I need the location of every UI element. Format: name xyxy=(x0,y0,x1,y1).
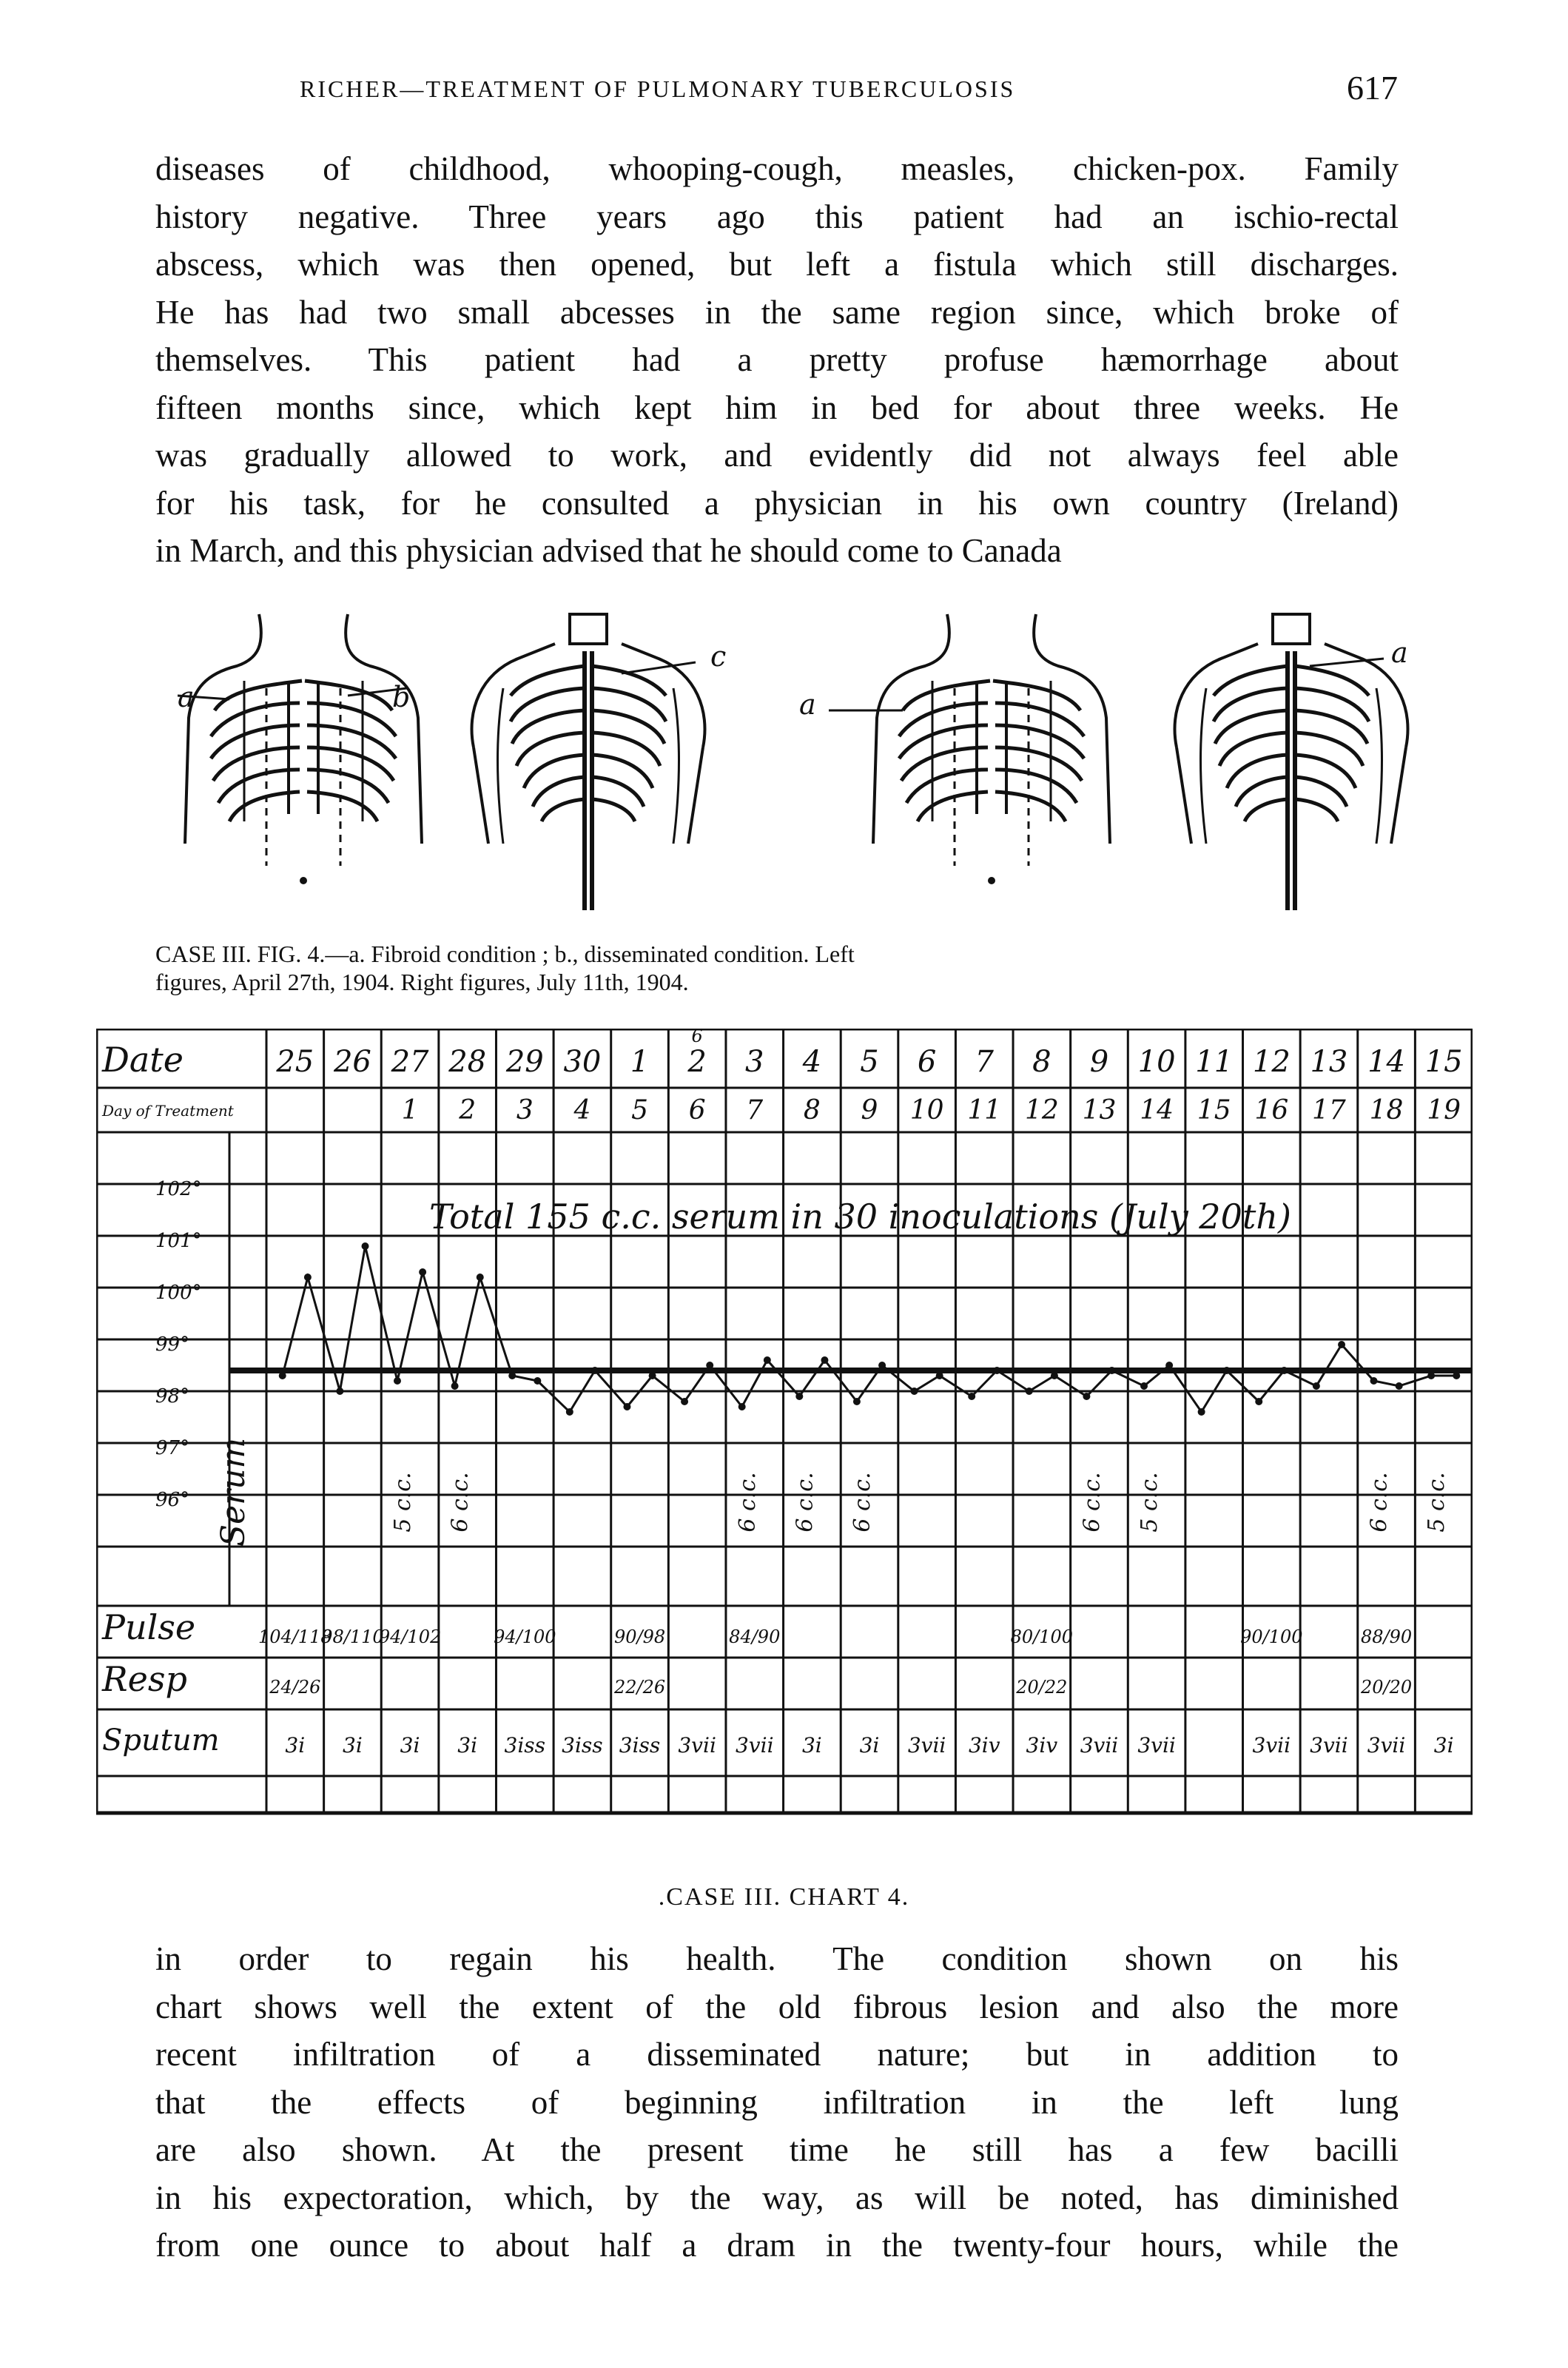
day-cell: 8 xyxy=(803,1095,821,1126)
day-cell: 11 xyxy=(967,1095,1002,1126)
serum-dose: 5 c.c. xyxy=(390,1472,417,1533)
temperature-point xyxy=(936,1372,943,1379)
figure-label-a-far-right: a xyxy=(1391,636,1408,669)
temp-label-98: 98° xyxy=(155,1385,190,1407)
figure-caption-line: figures, April 27th, 1904. Right figures, July 11th, 1904. xyxy=(155,969,689,995)
serum-dose: 5 c.c. xyxy=(1424,1472,1450,1533)
sputum-cell: 3i xyxy=(859,1733,880,1758)
date-cell: 29 xyxy=(505,1045,544,1079)
temperature-point xyxy=(279,1372,286,1379)
chart-row-labels xyxy=(101,1040,1291,1758)
text-line: diseases of childhood, whooping-cough, measles, chicken-pox. Family xyxy=(155,150,1399,187)
sputum-row-label: Sputum xyxy=(102,1723,220,1758)
sputum-cell: 3iss xyxy=(504,1733,546,1758)
temperature-point xyxy=(795,1393,803,1400)
day-cell: 5 xyxy=(631,1095,648,1126)
figure-label-a-right: a xyxy=(799,688,816,721)
temperature-point xyxy=(362,1242,369,1250)
day-row-label: Day of Treatment xyxy=(102,1102,234,1120)
page-number: 617 xyxy=(1347,69,1398,107)
text-line: from one ounce to about half a dram in the twenty-four hours, while the xyxy=(155,2227,1399,2264)
figure-label-b: b xyxy=(392,681,411,713)
temperature-point xyxy=(1198,1408,1205,1416)
temperature-point xyxy=(1255,1398,1262,1405)
sputum-cell: 3i xyxy=(400,1733,420,1758)
temp-label-96: 96° xyxy=(155,1489,190,1511)
day-cell: 17 xyxy=(1312,1095,1346,1126)
temp-label-97: 97° xyxy=(155,1437,190,1459)
sputum-cell: 3vii xyxy=(1310,1733,1348,1758)
figure-4-illustrations xyxy=(178,599,1458,940)
text-line: in his expectoration, which, by the way, as will be noted, has diminished xyxy=(155,2179,1399,2216)
day-cell: 18 xyxy=(1369,1095,1404,1126)
temperature-point xyxy=(451,1382,459,1390)
date-cell: 26 xyxy=(333,1045,371,1079)
sputum-cell: 3vii xyxy=(678,1733,716,1758)
temperature-plot xyxy=(229,1242,1473,1416)
temperature-chart xyxy=(96,1029,1473,1857)
chart-caption: .CASE III. CHART 4. xyxy=(658,1883,910,1911)
date-cell: 15 xyxy=(1424,1045,1463,1079)
temperature-point xyxy=(1280,1367,1288,1374)
sputum-cell: 3vii xyxy=(907,1733,946,1758)
text-line: in March, and this physician advised that he should come to Canada xyxy=(155,532,1062,569)
sputum-cell: 3vii xyxy=(1137,1733,1176,1758)
temperature-point xyxy=(1140,1382,1148,1390)
temperature-point xyxy=(508,1372,516,1379)
day-cell: 10 xyxy=(909,1095,944,1126)
date-month-mark: 6 xyxy=(691,1029,703,1046)
temperature-point xyxy=(566,1408,573,1416)
temperature-point xyxy=(1223,1367,1231,1374)
text-line: in order to regain his health. The condition shown on his xyxy=(155,1940,1399,1977)
text-line: abscess, which was then opened, but left a fistula which still discharges. xyxy=(155,246,1399,283)
resp-cell: 20/22 xyxy=(1016,1677,1068,1698)
temperature-point xyxy=(1338,1341,1345,1348)
temperature-point xyxy=(911,1388,918,1395)
resp-cell: 20/20 xyxy=(1360,1677,1413,1698)
sputum-cell: 3i xyxy=(1433,1733,1454,1758)
front-torso-left xyxy=(185,614,422,884)
pulse-cell: 98/110 xyxy=(321,1627,384,1647)
temperature-point xyxy=(1051,1372,1058,1379)
temperature-point xyxy=(1026,1388,1033,1395)
date-cell: 25 xyxy=(276,1045,314,1079)
date-cell: 27 xyxy=(391,1045,429,1079)
text-line: history negative. Three years ago this patient had an ischio-rectal xyxy=(155,198,1399,235)
pulse-cell: 88/90 xyxy=(1360,1627,1413,1647)
sputum-cell: 3i xyxy=(801,1733,822,1758)
sputum-cell: 3vii xyxy=(1080,1733,1119,1758)
pulse-cell: 90/100 xyxy=(1240,1627,1303,1647)
temp-label-99: 99° xyxy=(155,1333,190,1356)
text-line: are also shown. At the present time he still has a few bacilli xyxy=(155,2131,1399,2168)
paragraph-2 xyxy=(155,1935,1399,2270)
date-cell: 9 xyxy=(1089,1045,1109,1079)
text-line: was gradually allowed to work, and evidently did not always feel able xyxy=(155,437,1399,474)
date-cell: 12 xyxy=(1252,1045,1291,1079)
pulse-cell: 84/90 xyxy=(729,1627,781,1647)
date-cell: 28 xyxy=(448,1045,487,1079)
temperature-point xyxy=(1370,1377,1377,1385)
date-cell: 5 xyxy=(860,1045,879,1079)
serum-dose: 6 c.c. xyxy=(734,1472,761,1533)
temperature-point xyxy=(1396,1382,1403,1390)
text-line: He has had two small abcesses in the same region since, which broke of xyxy=(155,293,1399,331)
sputum-cell: 3iss xyxy=(562,1733,603,1758)
pulse-cell: 90/98 xyxy=(613,1627,666,1647)
serum-dose: 6 c.c. xyxy=(1366,1472,1393,1533)
temperature-point xyxy=(649,1372,656,1379)
paragraph-1 xyxy=(155,145,1399,575)
serum-dose: 5 c.c. xyxy=(1137,1472,1163,1533)
serum-row-label: Serum xyxy=(215,1437,252,1547)
temp-label-101: 101° xyxy=(155,1230,202,1252)
temp-label-100: 100° xyxy=(155,1282,202,1304)
temperature-point xyxy=(1453,1372,1460,1379)
temperature-point xyxy=(1313,1382,1320,1390)
pulse-cell: 94/102 xyxy=(378,1627,442,1647)
running-head: RICHER—TREATMENT OF PULMONARY TUBERCULOSIS xyxy=(300,75,1016,102)
text-line: recent infiltration of a disseminated nature; but in addition to xyxy=(155,2036,1399,2073)
front-torso-right xyxy=(873,614,1110,884)
day-cell: 3 xyxy=(516,1095,534,1126)
date-cell: 14 xyxy=(1367,1045,1406,1079)
temperature-point xyxy=(681,1398,688,1405)
text-line: chart shows well the extent of the old fibrous lesion and also the more xyxy=(155,1988,1399,2025)
day-cell: 15 xyxy=(1197,1095,1231,1126)
resp-row-label: Resp xyxy=(102,1659,187,1699)
day-cell: 12 xyxy=(1024,1095,1059,1126)
day-cell: 16 xyxy=(1254,1095,1289,1126)
sputum-cell: 3vii xyxy=(735,1733,774,1758)
date-cell: 30 xyxy=(563,1045,602,1079)
serum-dose: 6 c.c. xyxy=(1079,1472,1106,1533)
resp-cell: 22/26 xyxy=(613,1677,666,1698)
date-cell: 6 xyxy=(917,1045,937,1079)
temperature-point xyxy=(477,1274,484,1281)
day-cell: 6 xyxy=(688,1095,706,1126)
temperature-point xyxy=(1165,1362,1173,1369)
sputum-cell: 3iv xyxy=(1026,1733,1058,1758)
date-cell: 1 xyxy=(630,1045,650,1079)
temperature-point xyxy=(591,1367,599,1374)
sputum-cell: 3i xyxy=(285,1733,306,1758)
text-line: that the effects of beginning infiltration in the left lung xyxy=(155,2083,1399,2121)
sputum-cell: 3i xyxy=(343,1733,363,1758)
date-cell: 2 xyxy=(687,1045,707,1079)
figure-label-c: c xyxy=(710,640,727,673)
chart-note: Total 155 c.c. serum in 30 inoculations (July 20th) xyxy=(429,1197,1291,1237)
date-cell: 8 xyxy=(1032,1045,1051,1079)
temperature-point xyxy=(738,1403,746,1410)
day-cell: 19 xyxy=(1427,1095,1461,1126)
figure-caption xyxy=(155,940,1399,996)
pulse-cell: 80/100 xyxy=(1010,1627,1074,1647)
text-line: themselves. This patient had a pretty profuse hæmorrhage about xyxy=(155,341,1399,378)
day-cell: 13 xyxy=(1082,1095,1117,1126)
serum-dose: 6 c.c. xyxy=(792,1472,818,1533)
date-cell: 4 xyxy=(802,1045,822,1079)
temperature-point xyxy=(394,1377,401,1385)
sputum-cell: 3vii xyxy=(1367,1733,1406,1758)
back-torso-left xyxy=(472,614,705,910)
sputum-cell: 3i xyxy=(457,1733,478,1758)
serum-dose: 6 c.c. xyxy=(447,1472,474,1533)
day-cell: 2 xyxy=(459,1095,477,1126)
temperature-point xyxy=(1083,1393,1090,1400)
pulse-cell: 94/100 xyxy=(494,1627,556,1647)
day-cell: 9 xyxy=(861,1095,878,1126)
temperature-point xyxy=(993,1367,1000,1374)
date-cell: 7 xyxy=(975,1045,994,1079)
text-line: for his task, for he consulted a physician in his own country (Ireland) xyxy=(155,484,1399,522)
serum-dose: 6 c.c. xyxy=(849,1472,875,1533)
day-cell: 4 xyxy=(573,1095,591,1126)
temp-label-102: 102° xyxy=(155,1178,202,1200)
day-cell: 14 xyxy=(1140,1095,1174,1126)
day-cell: 1 xyxy=(401,1095,419,1126)
figure-label-a: a xyxy=(178,681,195,713)
temperature-point xyxy=(853,1398,861,1405)
date-cell: 3 xyxy=(745,1045,764,1079)
resp-cell: 24/26 xyxy=(269,1677,321,1698)
temperature-point xyxy=(706,1362,713,1369)
sputum-cell: 3iv xyxy=(968,1733,1000,1758)
temperature-series-line xyxy=(283,1246,1457,1412)
date-cell: 11 xyxy=(1195,1045,1234,1079)
date-cell: 10 xyxy=(1137,1045,1176,1079)
temperature-point xyxy=(1108,1367,1116,1374)
sputum-cell: 3vii xyxy=(1252,1733,1291,1758)
date-row-label: Date xyxy=(102,1040,184,1080)
date-cell: 13 xyxy=(1310,1045,1348,1079)
text-line: fifteen months since, which kept him in bed for about three weeks. He xyxy=(155,388,1399,426)
temperature-point xyxy=(878,1362,886,1369)
temperature-point xyxy=(764,1356,771,1364)
page-header xyxy=(0,68,1568,120)
temperature-point xyxy=(821,1356,828,1364)
temperature-point xyxy=(534,1377,541,1385)
day-cell: 7 xyxy=(746,1095,764,1126)
temperature-point xyxy=(1427,1372,1435,1379)
figure-caption-line: CASE III. FIG. 4.—a. Fibroid condition ; b., disseminated condition. Left xyxy=(155,941,855,967)
temperature-point xyxy=(968,1393,975,1400)
temperature-point xyxy=(623,1403,630,1410)
temperature-point xyxy=(336,1388,343,1395)
temperature-point xyxy=(419,1268,426,1276)
pulse-row-label: Pulse xyxy=(102,1607,196,1647)
temperature-point xyxy=(304,1274,312,1281)
sputum-cell: 3iss xyxy=(619,1733,661,1758)
pulse-cell: 104/118 xyxy=(258,1627,332,1647)
